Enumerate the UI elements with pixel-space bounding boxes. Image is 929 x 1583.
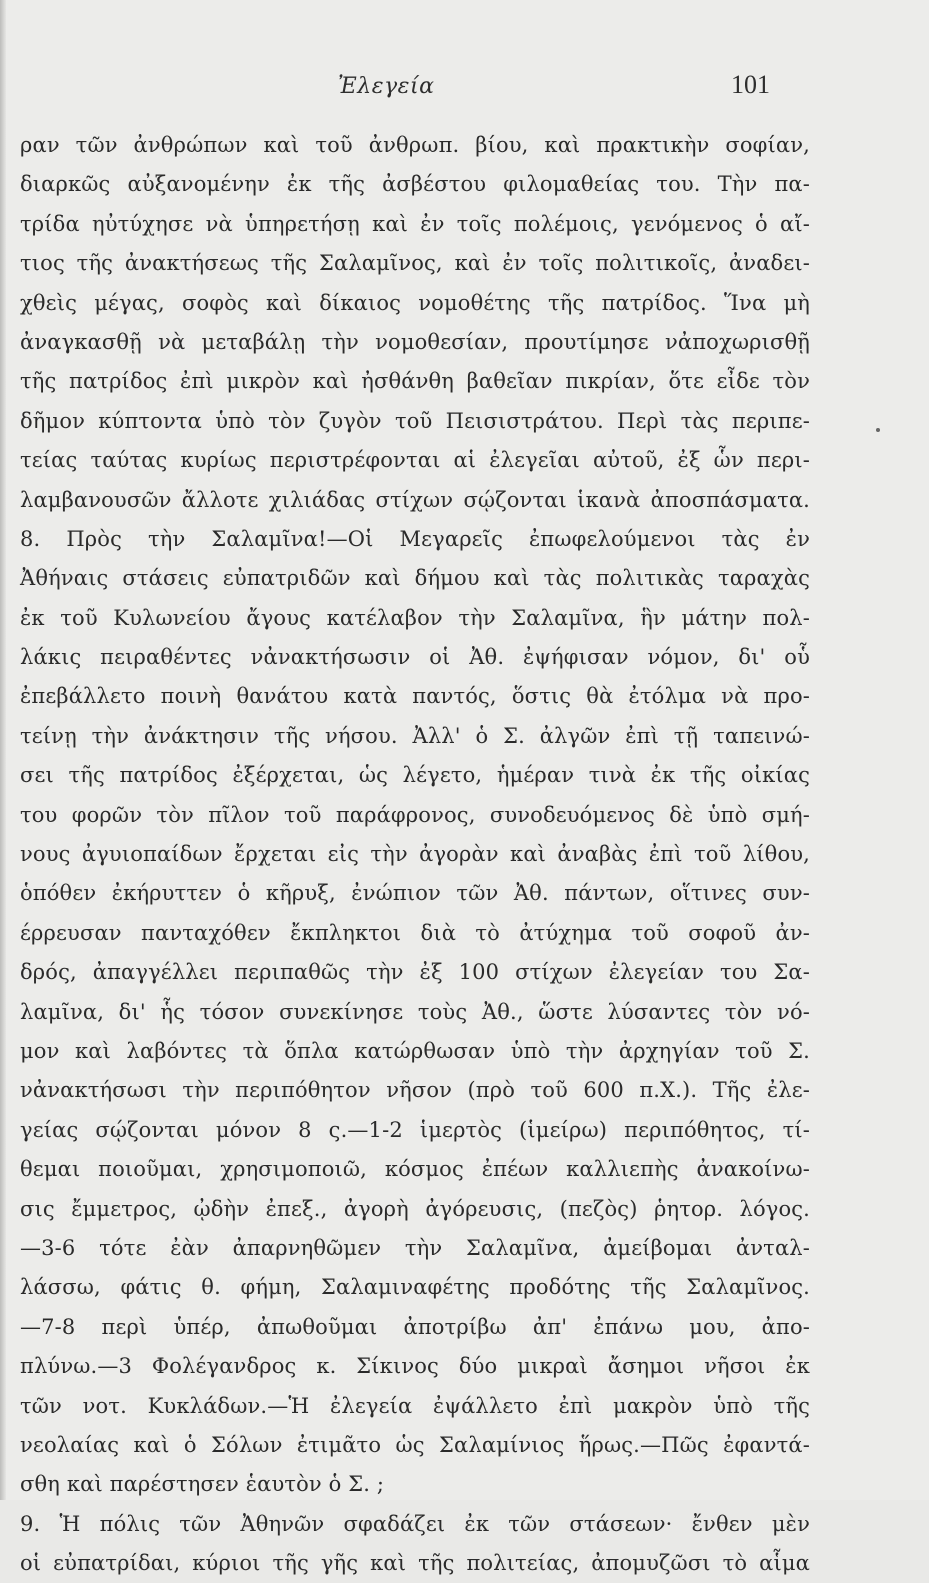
- text-line: μον καὶ λαβόντες τὰ ὅπλα κατώρθωσαν ὑπὸ τὴν ἀρχηγίαν τοῦ Σ.: [20, 1038, 810, 1063]
- text-line: χθεὶς μέγας, σοφὸς καὶ δίκαιος νομοθέτης τῆς πατρίδος. Ἵνα μὴ: [20, 290, 810, 315]
- text-line: δῆμον κύπτοντα ὑπὸ τὸν ζυγὸν τοῦ Πεισιστράτου. Περὶ τὰς περιπε-: [20, 408, 810, 433]
- binding-edge: [0, 0, 6, 1500]
- text-line: νεολαίας καὶ ὁ Σόλων ἐτιμᾶτο ὡς Σαλαμίνιος ἥρως.—Πῶς ἐφαντά-: [20, 1432, 810, 1457]
- section-8-heading-line: 8. Πρὸς τὴν Σαλαμῖνα!—Οἱ Μεγαρεῖς ἐπωφελούμενοι τὰς ἐν: [20, 526, 810, 551]
- text-line: —7-8 περὶ ὑπέρ, ἀπωθοῦμαι ἀποτρίβω ἀπ' ἐπάνω μου, ἀπο-: [20, 1314, 810, 1339]
- text-line: τιος τῆς ἀνακτήσεως τῆς Σαλαμῖνος, καὶ ἐν τοῖς πολιτικοῖς, ἀναδει-: [20, 251, 810, 276]
- text-line: διαρκῶς αὐξανομένην ἐκ τῆς ἀσβέστου φιλομαθείας του. Τὴν πα-: [20, 172, 810, 197]
- text-line: θεμαι ποιοῦμαι, χρησιμοποιῶ, κόσμος ἐπέων καλλιεπὴς ἀνακοίνω-: [20, 1157, 810, 1182]
- text-line: Ἀθήναις στάσεις εὐπατριδῶν καὶ δήμου καὶ τὰς πολιτικὰς ταραχὰς: [20, 566, 810, 591]
- text-line: του φορῶν τὸν πῖλον τοῦ παράφρονος, συνοδευόμενος δὲ ὑπὸ σμή-: [20, 802, 810, 827]
- running-title: Ἐλεγεία: [338, 74, 435, 99]
- text-line: νους ἀγυιοπαίδων ἔρχεται εἰς τὴν ἀγορὰν καὶ ἀναβὰς ἐπὶ τοῦ λίθου,: [20, 842, 810, 867]
- text-line: τείας ταύτας κυρίως περιστρέφονται αἱ ἐλεγεῖαι αὐτοῦ, ἐξ ὧν περι-: [20, 448, 810, 473]
- text-line: λάσσω, φάτις θ. φήμη, Σαλαμιναφέτης προδότης τῆς Σαλαμῖνος.: [20, 1275, 810, 1300]
- body-text: [20, 126, 810, 1583]
- text-line: δρός, ἀπαγγέλλει περιπαθῶς τὴν ἐξ 100 στίχων ἐλεγείαν του Σα-: [20, 960, 810, 985]
- text-line: ἐκ τοῦ Κυλωνείου ἄγους κατέλαβον τὴν Σαλαμῖνα, ἣν μάτην πολ-: [20, 605, 810, 630]
- text-line: σει τῆς πατρίδος ἐξέρχεται, ὡς λέγετο, ἡμέραν τινὰ ἐκ τῆς οἰκίας: [20, 763, 810, 788]
- text-line: τῆς πατρίδος ἐπὶ μικρὸν καὶ ἠσθάνθη βαθεῖαν πικρίαν, ὅτε εἶδε τὸν: [20, 369, 810, 394]
- text-line: —3-6 τότε ἐὰν ἀπαρνηθῶμεν τὴν Σαλαμῖνα, ἀμείβομαι ἀνταλ-: [20, 1235, 810, 1260]
- text-line: έρρευσαν πανταχόθεν ἔκπληκτοι διὰ τὸ ἀτύχημα τοῦ σοφοῦ ἀν-: [20, 920, 810, 945]
- text-line: λαμῖνα, δι' ἧς τόσον συνεκίνησε τοὺς Ἀθ., ὥστε λύσαντες τὸν νό-: [20, 999, 810, 1024]
- page-number: 101: [731, 70, 770, 99]
- page-header: [0, 70, 929, 110]
- text-line: ἀναγκασθῇ νὰ μεταβάλῃ τὴν νομοθεσίαν, προυτίμησε νἀποχωρισθῇ: [20, 329, 810, 354]
- text-line: σις ἔμμετρος, ᾠδὴν ἐπεξ., ἀγορὴ ἀγόρευσις, (πεζὸς) ῥητορ. λόγος.: [20, 1196, 810, 1221]
- text-line: νἀνακτήσωσι τὴν περιπόθητον νῆσον (πρὸ τοῦ 600 π.Χ.). Τῆς ἐλε-: [20, 1078, 810, 1103]
- text-line: τείνῃ τὴν ἀνάκτησιν τῆς νήσου. Ἀλλ' ὁ Σ. ἀλγῶν ἐπὶ τῇ ταπεινώ-: [20, 723, 810, 748]
- section-9-heading-line: 9. Ἡ πόλις τῶν Ἀθηνῶν σφαδάζει ἐκ τῶν στάσεων· ἔνθεν μὲν: [20, 1511, 810, 1536]
- text-line: ὁπόθεν ἐκήρυττεν ὁ κῆρυξ, ἐνώπιον τῶν Ἀθ. πάντων, οἵτινες συν-: [20, 881, 810, 906]
- text-line: γείας σῴζονται μόνον 8 ς.—1-2 ἱμερτὸς (ἱμείρω) περιπόθητος, τί-: [20, 1117, 810, 1142]
- text-line: τρίδα ηὐτύχησε νὰ ὑπηρετήσῃ καὶ ἐν τοῖς πολέμοις, γενόμενος ὁ αἴ-: [20, 211, 810, 236]
- text-line: λάκις πειραθέντες νἀνακτήσωσιν οἱ Ἀθ. ἐψήφισαν νόμον, δι' οὗ: [20, 645, 810, 670]
- text-line: πλύνω.—3 Φολέγανδρος κ. Σίκινος δύο μικραὶ ἄσημοι νῆσοι ἐκ: [20, 1354, 810, 1379]
- text-line: οἱ εὐπατρίδαι, κύριοι τῆς γῆς καὶ τῆς πολιτείας, ἀπομυζῶσι τὸ αἷμα: [20, 1551, 810, 1576]
- text-line: ἐπεβάλλετο ποινὴ θανάτου κατὰ παντός, ὅστις θὰ ἐτόλμα νὰ προ-: [20, 684, 810, 709]
- text-line: τῶν νοτ. Κυκλάδων.—Ἡ ἐλεγεία ἐψάλλετο ἐπὶ μακρὸν ὑπὸ τῆς: [20, 1393, 810, 1418]
- text-line: ραν τῶν ἀνθρώπων καὶ τοῦ ἀνθρωπ. βίου, καὶ πρακτικὴν σοφίαν,: [20, 133, 810, 157]
- text-line: λαμβανουσῶν ἄλλοτε χιλιάδας στίχων σῴζονται ἱκανὰ ἀποσπάσματα.: [20, 487, 810, 512]
- text-line: σθη καὶ παρέστησεν ἑαυτὸν ὁ Σ. ;: [20, 1472, 385, 1497]
- paper-speck: [876, 428, 880, 432]
